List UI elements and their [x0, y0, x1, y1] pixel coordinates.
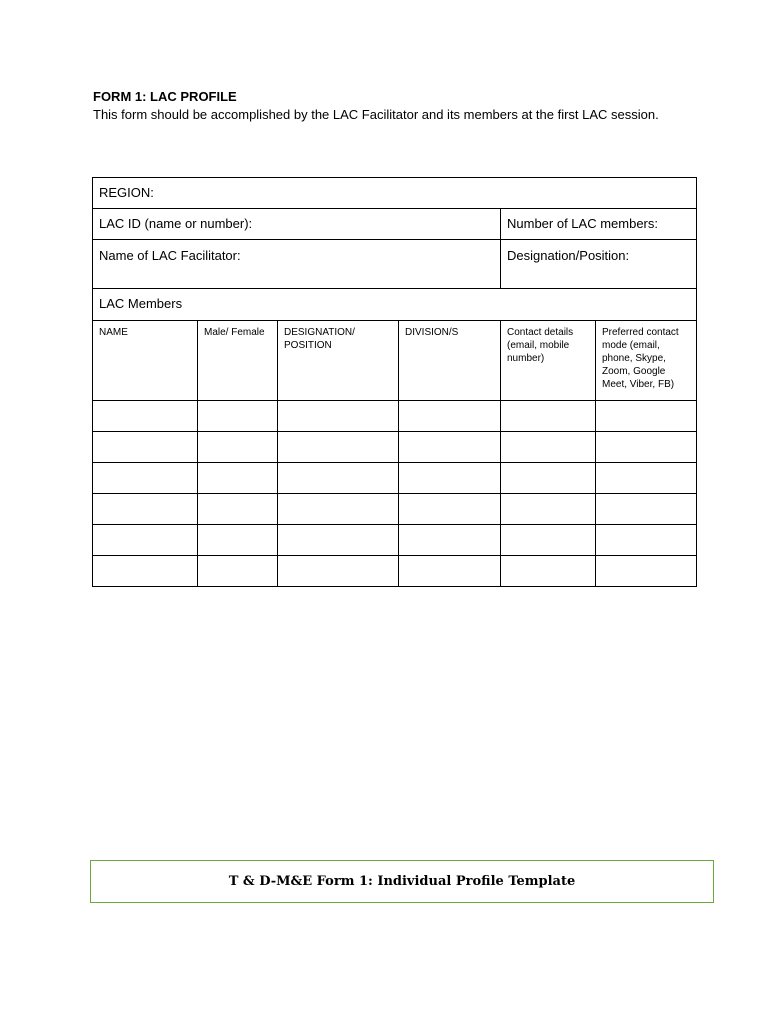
lac-id-label: LAC ID (name or number):	[99, 216, 253, 231]
table-cell[interactable]	[501, 463, 596, 494]
table-cell[interactable]	[501, 556, 596, 587]
table-cell[interactable]	[198, 463, 278, 494]
table-cell[interactable]	[198, 494, 278, 525]
table-cell[interactable]	[93, 525, 198, 556]
table-cell[interactable]	[198, 525, 278, 556]
table-cell[interactable]	[278, 463, 399, 494]
form-title: FORM 1: LAC PROFILE	[93, 89, 237, 104]
column-header-sex	[198, 321, 278, 401]
table-cell[interactable]	[198, 432, 278, 463]
column-header-designation	[278, 321, 399, 401]
table-cell[interactable]	[278, 401, 399, 432]
table-cell[interactable]	[501, 525, 596, 556]
column-header-label: Contact details (email, mobile number)	[507, 327, 574, 364]
table-cell[interactable]	[596, 556, 697, 587]
table-cell[interactable]	[399, 494, 501, 525]
facilitator-row	[93, 240, 697, 289]
designation-field[interactable]	[501, 240, 697, 289]
column-header-label: DESIGNATION/ POSITION	[284, 327, 355, 351]
lac-profile-table	[92, 177, 697, 587]
form-instructions: This form should be accomplished by the LAC Facilitator and its members at the first LAC session.	[93, 107, 659, 122]
table-cell[interactable]	[399, 401, 501, 432]
table-row	[93, 556, 697, 587]
facilitator-field[interactable]	[93, 240, 501, 289]
column-header-division	[399, 321, 501, 401]
num-members-label: Number of LAC members:	[507, 216, 658, 231]
table-cell[interactable]	[93, 463, 198, 494]
column-header-name	[93, 321, 198, 401]
num-members-field[interactable]	[501, 209, 697, 240]
table-row	[93, 494, 697, 525]
column-header-contact	[501, 321, 596, 401]
table-cell[interactable]	[278, 432, 399, 463]
table-cell[interactable]	[596, 432, 697, 463]
table-cell[interactable]	[93, 401, 198, 432]
column-header-label: Preferred contact mode (email, phone, Skype, Zoom, Google Meet, Viber, FB)	[602, 327, 679, 390]
table-row	[93, 432, 697, 463]
table-cell[interactable]	[596, 463, 697, 494]
table-cell[interactable]	[501, 494, 596, 525]
table-cell[interactable]	[399, 463, 501, 494]
region-field[interactable]	[93, 178, 697, 209]
members-section-cell	[93, 289, 697, 321]
table-cell[interactable]	[93, 494, 198, 525]
table-cell[interactable]	[198, 556, 278, 587]
member-rows	[93, 401, 697, 587]
region-label: REGION:	[99, 185, 154, 200]
facilitator-label: Name of LAC Facilitator:	[99, 248, 241, 263]
table-cell[interactable]	[501, 432, 596, 463]
table-row	[93, 401, 697, 432]
designation-label: Designation/Position:	[507, 248, 630, 263]
table-cell[interactable]	[596, 525, 697, 556]
table-cell[interactable]	[399, 432, 501, 463]
table-row	[93, 525, 697, 556]
table-cell[interactable]	[93, 556, 198, 587]
members-section-row	[93, 289, 697, 321]
column-header-preferred-mode	[596, 321, 697, 401]
table-cell[interactable]	[596, 494, 697, 525]
table-row	[93, 463, 697, 494]
lac-id-field[interactable]	[93, 209, 501, 240]
column-header-label: NAME	[99, 327, 128, 338]
table-cell[interactable]	[278, 556, 399, 587]
table-cell[interactable]	[278, 525, 399, 556]
table-cell[interactable]	[399, 525, 501, 556]
region-row	[93, 178, 697, 209]
footer-text: T & D-M&E Form 1: Individual Profile Template	[228, 874, 576, 889]
table-cell[interactable]	[501, 401, 596, 432]
footer-banner	[90, 860, 714, 903]
table-cell[interactable]	[93, 432, 198, 463]
members-section-label: LAC Members	[99, 296, 183, 311]
table-cell[interactable]	[198, 401, 278, 432]
table-cell[interactable]	[596, 401, 697, 432]
table-cell[interactable]	[399, 556, 501, 587]
table-cell[interactable]	[278, 494, 399, 525]
members-header-row	[93, 321, 697, 401]
lac-id-row	[93, 209, 697, 240]
column-header-label: Male/ Female	[204, 327, 265, 338]
column-header-label: DIVISION/S	[405, 327, 459, 338]
